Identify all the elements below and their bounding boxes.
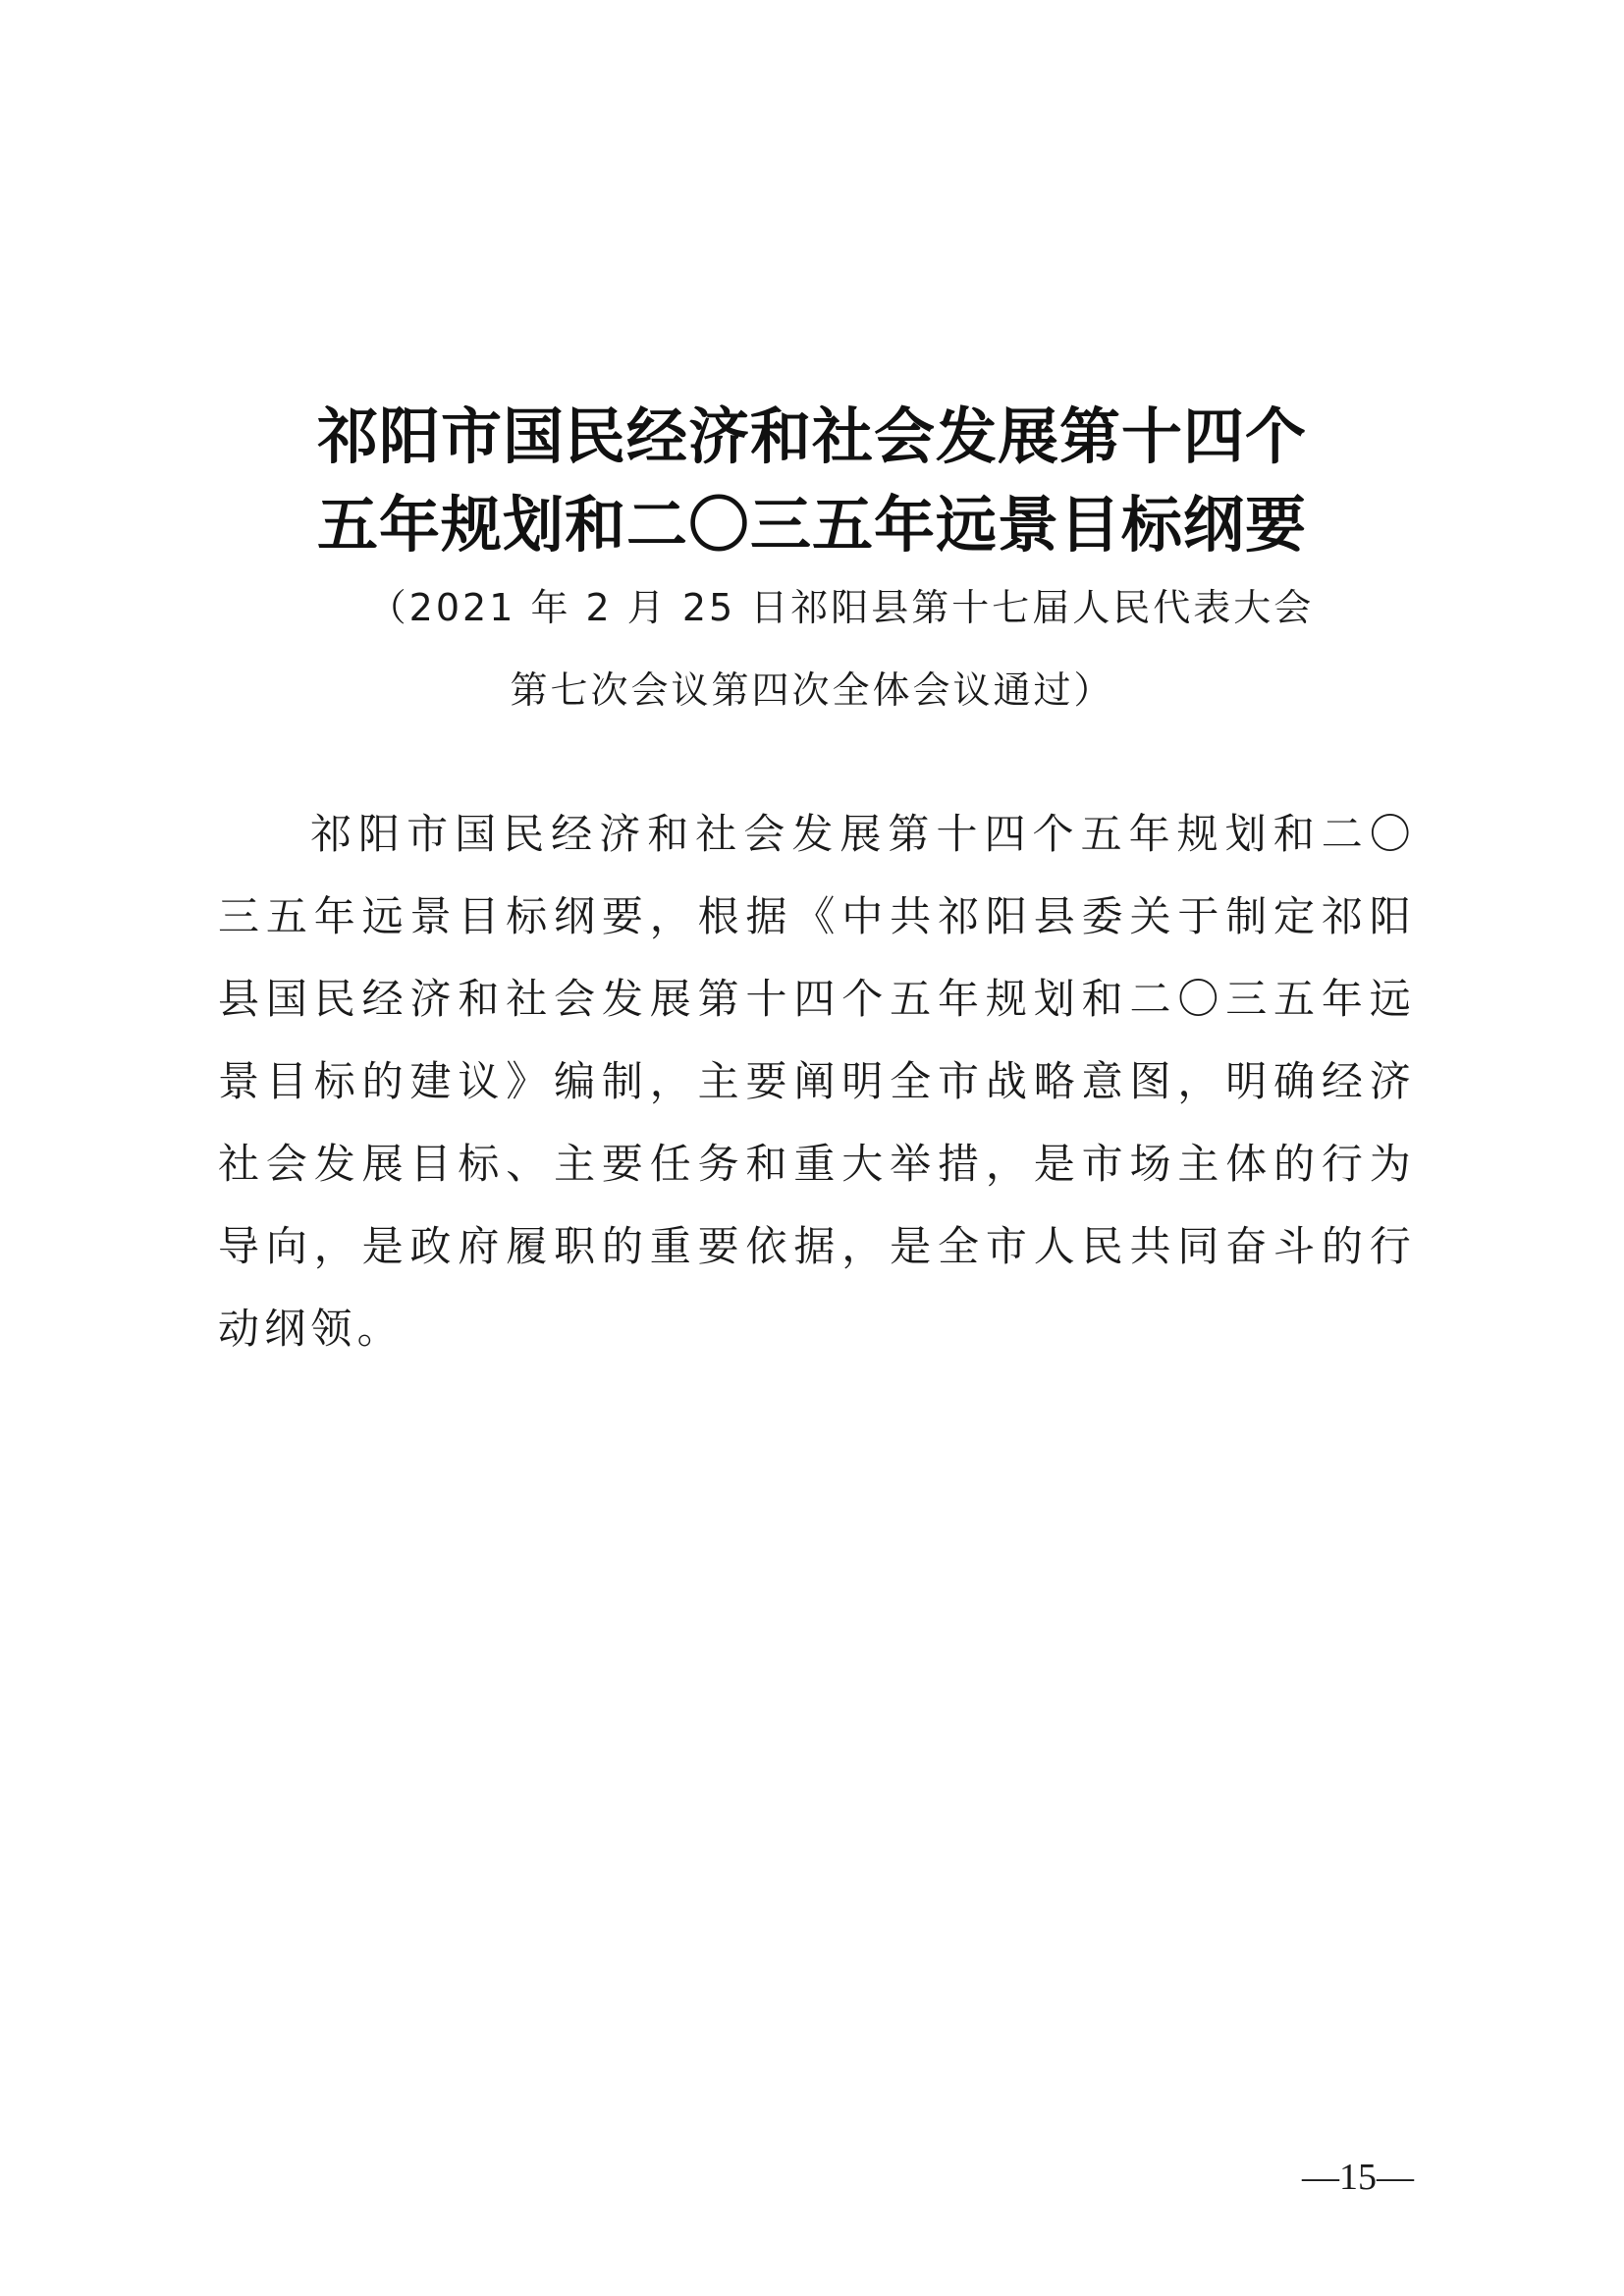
body-paragraph: 祁阳市国民经济和社会发展第十四个五年规划和二〇三五年远景目标纲要，根据《中共祁阳县委关于制定祁阳县国民经济和社会发展第十四个五年规划和二〇三五年远景目标的建议》编制，主要阐明全市战略意图，明确经济社会发展目标、主要任务和重大举措，是市场主体的行为导向，是政府履职的重要依据，是全市人民共同奋斗的行动纲领。 [218, 810, 1416, 1353]
adoption-note-line-1: （2021 年 2 月 25 日祁阳县第十七届人民代表大会 [368, 586, 1315, 629]
document-title [0, 393, 1624, 569]
title-line-2: 五年规划和二〇三五年远景目标纲要 [316, 489, 1307, 561]
adoption-note-line-2: 第七次会议第四次全体会议通过） [510, 668, 1114, 712]
adoption-note [0, 566, 1624, 731]
title-line-1: 祁阳市国民经济和社会发展第十四个 [316, 400, 1307, 472]
page-number: —15— [1302, 2157, 1414, 2198]
